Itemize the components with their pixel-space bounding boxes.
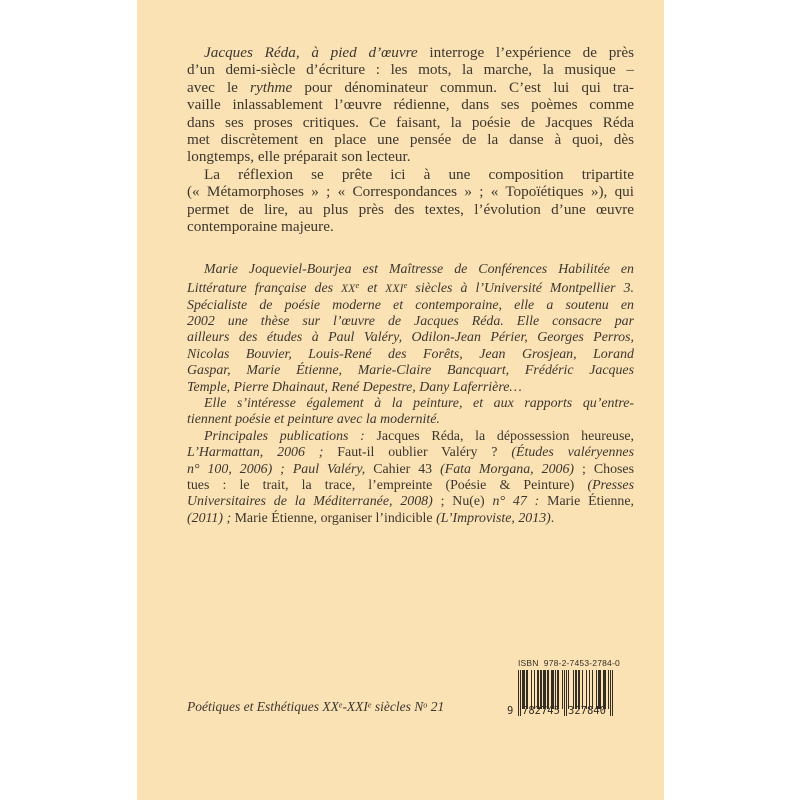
text-line: Gaspar, Marie Étienne, Marie-Claire Bancquart, Frédéric Jacques bbox=[187, 363, 634, 379]
text-run: siècles à l’Université Montpellier 3. bbox=[407, 281, 634, 297]
text-run: Marie Étienne, organiser l’indicible bbox=[231, 510, 437, 526]
text-line bbox=[187, 478, 634, 494]
text-run: et bbox=[359, 281, 386, 297]
text-line: Marie Joqueviel-Bourjea est Maîtresse de Conférences Habilitée en bbox=[204, 262, 634, 277]
text-run: rythme bbox=[250, 78, 293, 96]
text-line: permet de lire, au plus près des textes, l’évolution d’une œuvre bbox=[187, 200, 634, 218]
text-line: tiennent poésie et peinture avec la modernité. bbox=[187, 412, 440, 428]
text-run: tues : le trait, la trace, l’empreinte (Poésie & Peinture) bbox=[187, 478, 588, 494]
text-run: e bbox=[367, 700, 372, 710]
text-line: (« Métamorphoses » ; « Correspondances » ; « Topoïétiques »), qui bbox=[187, 183, 634, 201]
text-run: Universitaires de la Méditerranée, 2008) bbox=[187, 494, 433, 510]
text-line bbox=[187, 511, 634, 527]
text-run: ; Choses bbox=[574, 461, 634, 477]
text-run: . bbox=[550, 510, 555, 526]
text-line: Spécialiste de poésie moderne et contemporaine, elle a soutenu en bbox=[187, 297, 634, 313]
text-line: met discrètement en place une pensée de la danse à quoi, dès bbox=[187, 131, 634, 149]
text-run: XX bbox=[341, 283, 356, 296]
text-line: ailleurs des études à Paul Valéry, Odilon-Jean Périer, Georges Perros, bbox=[187, 330, 634, 346]
text-line bbox=[187, 462, 634, 478]
back-cover-blurb bbox=[187, 44, 634, 235]
collection-series-title bbox=[187, 699, 497, 715]
isbn-label: ISBN 978-2-7453-2784-0 bbox=[518, 658, 620, 668]
text-line: 2002 une thèse sur l’œuvre de Jacques Réda. Elle consacre par bbox=[187, 313, 634, 329]
text-line: vaille inlassablement l’œuvre rédienne, dans ses poèmes comme bbox=[187, 96, 634, 114]
text-line bbox=[187, 494, 634, 510]
text-run: Poétiques et Esthétiques XX bbox=[187, 699, 339, 714]
ean13-digits bbox=[507, 705, 613, 718]
text-run: e bbox=[403, 281, 408, 291]
text-run: interroge l’expérience de près bbox=[417, 44, 634, 61]
text-line bbox=[187, 79, 634, 96]
text-run: (Fata Morgana, 2006) bbox=[440, 461, 575, 477]
text-run: n° 47 : bbox=[492, 494, 540, 510]
text-run: Faut-il oublier Valéry ? bbox=[323, 445, 512, 461]
text-run: e bbox=[338, 700, 343, 710]
author-bio-and-publications bbox=[187, 262, 634, 527]
text-line: d’un demi-siècle d’écriture : les mots, la marche, la musique – bbox=[187, 61, 634, 79]
ean-left-digits: 782745 bbox=[522, 705, 560, 717]
text-line: Elle s’intéresse également à la peinture, et aux rapports qu’entre- bbox=[204, 396, 634, 411]
text-run: (2011) ; bbox=[187, 510, 232, 526]
text-line bbox=[187, 445, 634, 461]
text-run: n° 100, 2006) ; bbox=[187, 461, 285, 477]
text-run: Principales publications : bbox=[204, 428, 365, 444]
text-run: Jacques Réda, la dépossession heureuse, bbox=[364, 428, 634, 444]
text-run: siècles N bbox=[371, 699, 424, 714]
blurb-paragraph-2 bbox=[187, 166, 634, 236]
text-line: Temple, Pierre Dhainaut, René Depestre, Dany Laferrière… bbox=[187, 379, 522, 395]
text-run bbox=[285, 462, 293, 477]
text-run: avec le bbox=[187, 78, 251, 96]
text-line: longtemps, elle préparait son lecteur. bbox=[187, 148, 411, 166]
text-line bbox=[187, 699, 497, 715]
text-run: (L’Improviste, 2013) bbox=[436, 510, 551, 526]
text-line: contemporaine majeure. bbox=[187, 218, 334, 236]
ean-first-digit: 9 bbox=[507, 705, 514, 717]
text-line bbox=[187, 429, 634, 445]
text-run: Jacques Réda, à pied d’œuvre bbox=[204, 44, 418, 61]
ean-right-digits: 327840 bbox=[568, 705, 606, 717]
blurb-paragraph-1 bbox=[187, 44, 634, 166]
text-line: La réflexion se prête ici à une composition tripartite bbox=[204, 165, 634, 183]
text-line bbox=[187, 278, 634, 297]
text-run: L’Harmattan, 2006 ; bbox=[187, 445, 324, 461]
text-run: Cahier 43 bbox=[365, 461, 441, 477]
author-bio-paragraph-2 bbox=[187, 396, 634, 429]
text-run: (Études valéryennes bbox=[511, 445, 634, 461]
text-run: ; Nu(e) bbox=[432, 494, 493, 510]
text-run: e bbox=[355, 281, 360, 291]
text-run: XXI bbox=[385, 283, 404, 296]
text-line: Nicolas Bouvier, Louis-René des Forêts, Jean Grosjean, Lorand bbox=[187, 346, 634, 362]
text-run: -XXI bbox=[342, 699, 368, 714]
text-run: o bbox=[423, 700, 428, 710]
text-run: pour dénominateur commun. C’est lui qui tra- bbox=[292, 78, 634, 96]
text-run: (Presses bbox=[587, 478, 634, 494]
book-back-cover bbox=[137, 0, 664, 800]
publications-paragraph bbox=[187, 429, 634, 527]
text-run: Paul Valéry, bbox=[292, 461, 366, 477]
text-line bbox=[187, 44, 634, 61]
author-bio-paragraph-1 bbox=[187, 262, 634, 396]
text-run: Littérature française des bbox=[187, 281, 342, 297]
text-run: Marie Étienne, bbox=[539, 494, 635, 510]
barcode-block bbox=[507, 658, 620, 719]
text-run: 21 bbox=[427, 699, 445, 714]
text-line: dans ses proses critiques. Ce faisant, la poésie de Jacques Réda bbox=[187, 113, 634, 131]
